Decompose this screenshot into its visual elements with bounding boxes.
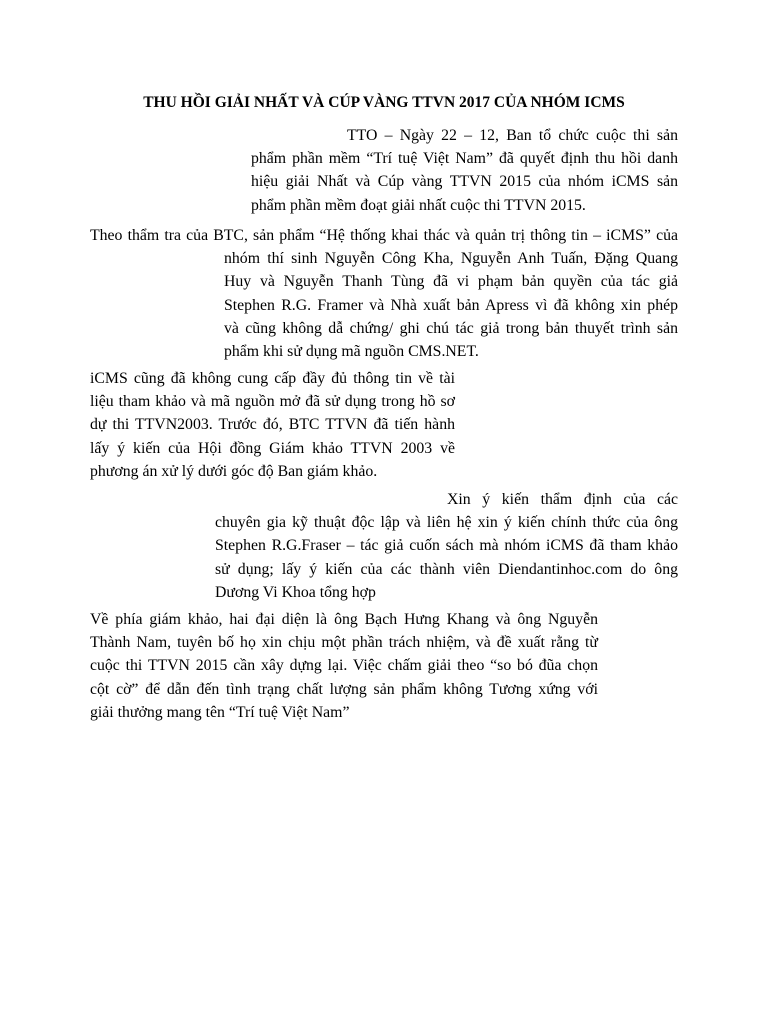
paragraph-line: phẩm phần mềm đoạt giải nhất cuộc thi TTVN 2015. [251,196,586,214]
paragraph-2 [90,224,678,363]
paragraph-line: và cũng không dẫ chứng/ ghi chú tác giả trong bản thuyết trình sản [224,319,678,337]
paragraph-line: hiệu giải Nhất và Cúp vàng TTVN 2015 của nhóm iCMS sản [251,173,678,191]
paragraph-1 [251,124,678,217]
paragraph-line: nhóm thí sinh Nguyễn Công Kha, Nguyễn Anh Tuấn, Đặng Quang [224,250,678,268]
paragraph-line: TTO – Ngày 22 – 12, Ban tổ chức cuộc thi sản [347,127,678,144]
paragraph-line: Thành Nam, tuyên bố họ xin chịu một phần trách nhiệm, và đề xuất rằng từ [90,634,598,652]
paragraph-line: sử dụng; lấy ý kiến của các thành viên Diendantinhoc.com do ông [215,560,678,578]
paragraph-line: cột cờ” để dẫn đến tình trạng chất lượng sản phẩm không Tương xứng với [90,680,598,698]
paragraph-line: Xin ý kiến thẩm định của các [447,491,678,508]
paragraph-line: iCMS cũng đã không cung cấp đầy đủ thông tin về tài [90,370,455,387]
paragraph-line: lấy ý kiến của Hội đồng Giám khảo TTVN 2003 về [90,439,455,457]
paragraph-line: liệu tham khảo và mã nguồn mở đã sử dụng trong hồ sơ [90,393,455,411]
paragraph-line: giải thưởng mang tên “Trí tuệ Việt Nam” [90,703,350,721]
paragraph-4 [215,488,678,604]
paragraph-line: Huy và Nguyễn Thanh Tùng đã vi phạm bản quyền của tác giả [224,273,678,291]
paragraph-line: Stephen R.G.Fraser – tác giả cuốn sách mà nhóm iCMS đã tham khảo [215,537,678,555]
paragraph-line: chuyên gia kỹ thuật độc lập và liên hệ xin ý kiến chính thức của ông [215,514,678,532]
document-title: THU HỒI GIẢI NHẤT VÀ CÚP VÀNG TTVN 2017 CỦA NHÓM ICMS [143,94,625,111]
paragraph-line: phương án xử lý dưới góc độ Ban giám khảo. [90,462,378,480]
paragraph-line: Stephen R.G. Framer và Nhà xuất bản Apress vì đã không xin phép [224,296,678,314]
paragraph-line: cuộc thi TTVN 2015 cần xây dựng lại. Việc chấm giải theo “so bó đũa chọn [90,657,598,675]
paragraph-line: phẩm phần mềm “Trí tuệ Việt Nam” đã quyết định thu hồi danh [251,150,678,168]
paragraph-5 [90,608,598,724]
paragraph-line: phẩm khi sử dụng mã nguồn CMS.NET. [224,343,479,361]
paragraph-3 [90,367,455,483]
paragraph-line: Dương Vi Khoa tổng hợp [215,583,376,601]
paragraph-line: dự thi TTVN2003. Trước đó, BTC TTVN đã tiến hành [90,416,455,434]
paragraph-line: Về phía giám khảo, hai đại diện là ông Bạch Hưng Khang và ông Nguyễn [90,611,598,628]
paragraph-line: Theo thẩm tra của BTC, sản phẩm “Hệ thống khai thác và quản trị thông tin – iCMS” của [90,227,678,244]
